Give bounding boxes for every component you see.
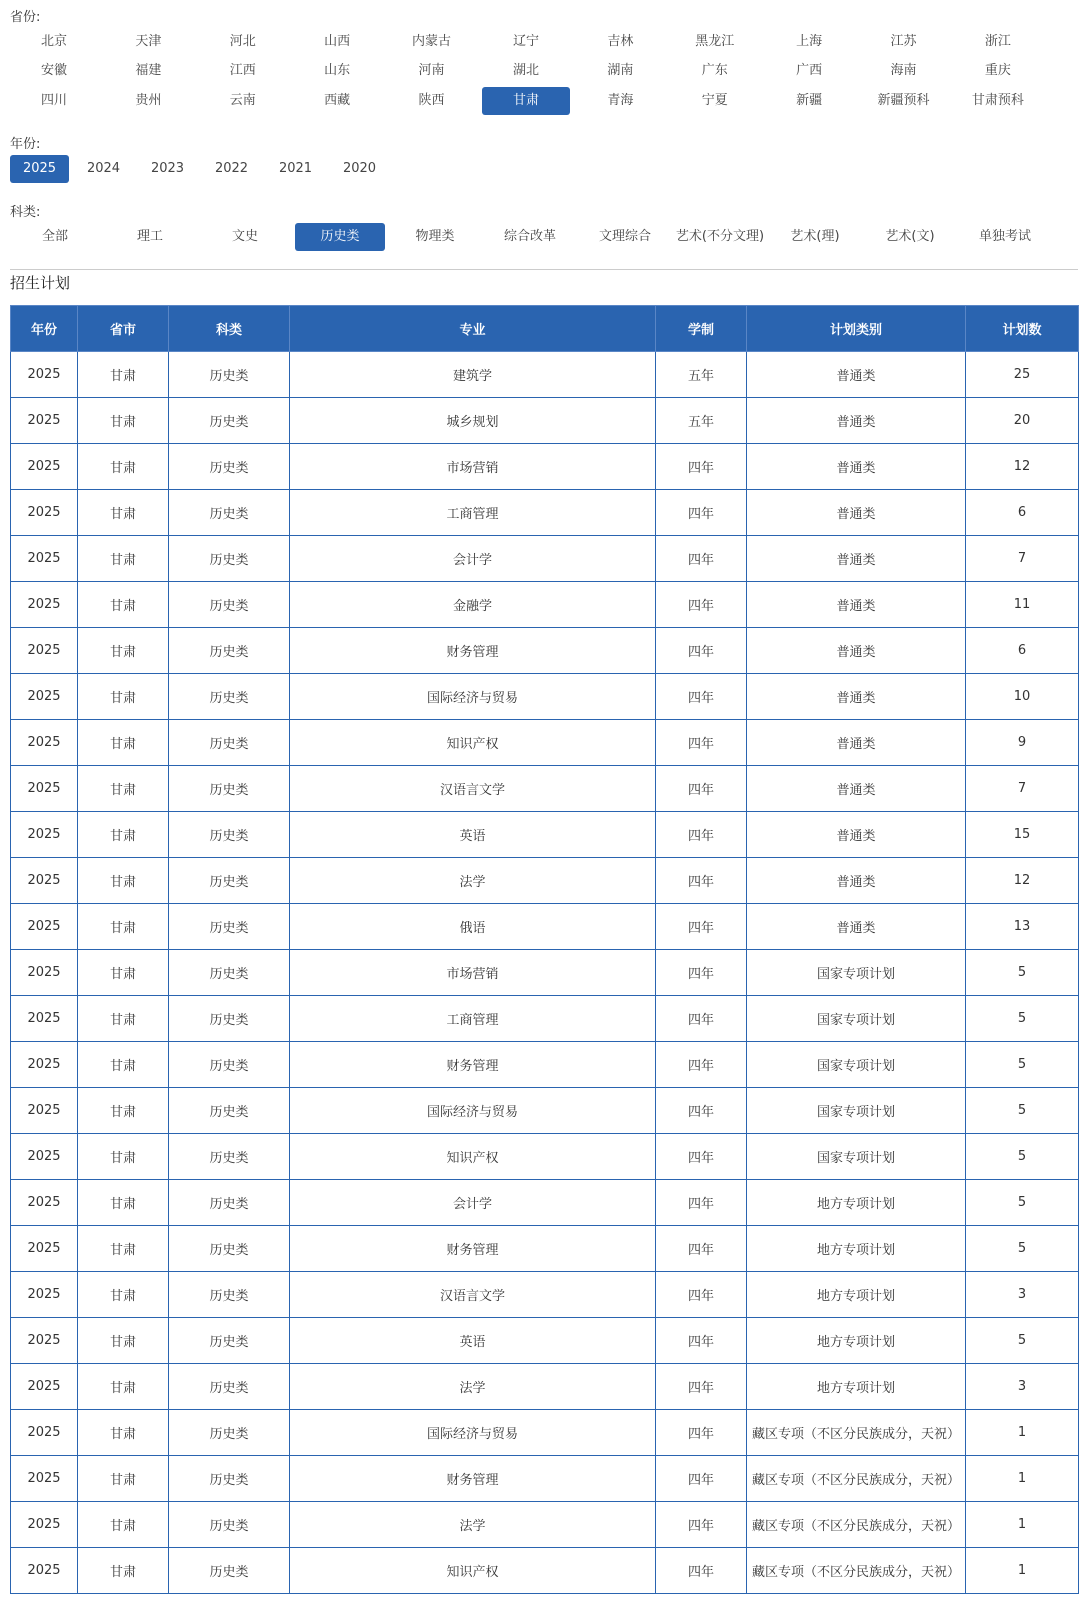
table-cell: 7 <box>966 766 1079 812</box>
table-cell: 国际经济与贸易 <box>290 674 656 720</box>
province-option[interactable]: 天津 <box>135 34 162 49</box>
table-cell: 25 <box>966 352 1079 398</box>
table-cell: 2025 <box>11 766 78 812</box>
table-cell: 财务管理 <box>290 628 656 674</box>
province-option[interactable]: 浙江 <box>984 34 1011 49</box>
table-cell: 四年 <box>656 812 747 858</box>
table-cell: 历史类 <box>169 490 290 536</box>
year-option[interactable]: 2025 <box>10 155 69 183</box>
section-divider <box>10 269 1078 270</box>
table-cell: 5 <box>966 996 1079 1042</box>
table-cell: 2025 <box>11 1226 78 1272</box>
province-option[interactable]: 江西 <box>229 63 256 78</box>
table-cell: 普通类 <box>747 674 966 720</box>
province-option[interactable]: 内蒙古 <box>412 34 452 49</box>
province-option[interactable]: 宁夏 <box>701 93 728 108</box>
table-row <box>11 398 1079 444</box>
table-cell: 历史类 <box>169 582 290 628</box>
table-cell: 历史类 <box>169 1410 290 1456</box>
table-cell: 甘肃 <box>78 628 169 674</box>
table-cell: 甘肃 <box>78 1272 169 1318</box>
table-cell: 国际经济与贸易 <box>290 1410 656 1456</box>
table-cell: 四年 <box>656 582 747 628</box>
table-cell: 历史类 <box>169 720 290 766</box>
table-cell: 四年 <box>656 1088 747 1134</box>
table-cell: 四年 <box>656 1502 747 1548</box>
table-cell: 2025 <box>11 720 78 766</box>
table-cell: 历史类 <box>169 1318 290 1364</box>
table-cell: 2025 <box>11 490 78 536</box>
table-cell: 工商管理 <box>290 490 656 536</box>
table-cell: 11 <box>966 582 1079 628</box>
province-option[interactable]: 四川 <box>40 93 67 108</box>
table-cell: 四年 <box>656 1042 747 1088</box>
table-cell: 甘肃 <box>78 536 169 582</box>
category-option[interactable]: 历史类 <box>295 223 385 251</box>
table-cell: 甘肃 <box>78 582 169 628</box>
table-cell: 甘肃 <box>78 766 169 812</box>
year-option[interactable]: 2022 <box>214 161 249 176</box>
table-cell: 国家专项计划 <box>747 1088 966 1134</box>
table-cell: 汉语言文学 <box>290 766 656 812</box>
province-option[interactable]: 新疆预科 <box>877 93 930 108</box>
table-row <box>11 1272 1079 1318</box>
table-cell: 建筑学 <box>290 352 656 398</box>
table-cell: 四年 <box>656 996 747 1042</box>
table-row <box>11 1502 1079 1548</box>
column-header: 年份 <box>11 306 78 352</box>
table-cell: 普通类 <box>747 398 966 444</box>
table-cell: 历史类 <box>169 1456 290 1502</box>
year-option[interactable]: 2021 <box>278 161 313 176</box>
table-cell: 四年 <box>656 444 747 490</box>
province-option[interactable]: 广西 <box>796 63 823 78</box>
year-filter <box>10 155 394 183</box>
table-cell: 四年 <box>656 1180 747 1226</box>
table-cell: 市场营销 <box>290 444 656 490</box>
table-cell: 俄语 <box>290 904 656 950</box>
table-cell: 历史类 <box>169 1548 290 1594</box>
table-cell: 甘肃 <box>78 352 169 398</box>
province-option[interactable]: 山东 <box>324 63 351 78</box>
category-option[interactable]: 艺术(文) <box>885 229 935 244</box>
year-option[interactable]: 2020 <box>342 161 377 176</box>
table-cell: 普通类 <box>747 536 966 582</box>
table-cell: 3 <box>966 1272 1079 1318</box>
table-cell: 3 <box>966 1364 1079 1410</box>
table-cell: 2025 <box>11 1548 78 1594</box>
table-cell: 普通类 <box>747 352 966 398</box>
table-cell: 地方专项计划 <box>747 1180 966 1226</box>
table-cell: 地方专项计划 <box>747 1318 966 1364</box>
table-cell: 四年 <box>656 536 747 582</box>
column-header: 专业 <box>290 306 656 352</box>
table-cell: 2025 <box>11 812 78 858</box>
province-option[interactable]: 辽宁 <box>512 34 539 49</box>
table-row <box>11 812 1079 858</box>
table-cell: 五年 <box>656 352 747 398</box>
province-option[interactable]: 西藏 <box>324 93 351 108</box>
table-cell: 甘肃 <box>78 490 169 536</box>
table-cell: 四年 <box>656 858 747 904</box>
table-cell: 普通类 <box>747 904 966 950</box>
table-cell: 5 <box>966 1180 1079 1226</box>
table-cell: 知识产权 <box>290 1548 656 1594</box>
column-header: 省市 <box>78 306 169 352</box>
table-cell: 5 <box>966 1134 1079 1180</box>
table-cell: 甘肃 <box>78 1502 169 1548</box>
table-row <box>11 720 1079 766</box>
table-cell: 5 <box>966 1318 1079 1364</box>
table-cell: 2025 <box>11 1180 78 1226</box>
table-row <box>11 904 1079 950</box>
table-cell: 甘肃 <box>78 904 169 950</box>
table-cell: 甘肃 <box>78 398 169 444</box>
category-option[interactable]: 单独考试 <box>978 229 1031 244</box>
table-cell: 四年 <box>656 1548 747 1594</box>
table-cell: 12 <box>966 858 1079 904</box>
category-option[interactable]: 艺术(不分文理) <box>675 229 765 244</box>
table-cell: 历史类 <box>169 628 290 674</box>
province-option[interactable]: 云南 <box>229 93 256 108</box>
table-row <box>11 536 1079 582</box>
table-cell: 甘肃 <box>78 996 169 1042</box>
province-option[interactable]: 河北 <box>229 34 256 49</box>
table-cell: 普通类 <box>747 766 966 812</box>
table-cell: 藏区专项（不区分民族成分，天祝） <box>747 1456 966 1502</box>
table-cell: 15 <box>966 812 1079 858</box>
category-option[interactable]: 艺术(理) <box>790 229 840 244</box>
category-filter <box>10 223 1055 251</box>
table-cell: 甘肃 <box>78 1088 169 1134</box>
province-option[interactable]: 北京 <box>40 34 67 49</box>
table-row <box>11 1134 1079 1180</box>
table-cell: 会计学 <box>290 1180 656 1226</box>
table-cell: 甘肃 <box>78 1042 169 1088</box>
table-cell: 历史类 <box>169 812 290 858</box>
table-cell: 1 <box>966 1410 1079 1456</box>
table-cell: 10 <box>966 674 1079 720</box>
province-option[interactable]: 黑龙江 <box>695 34 735 49</box>
table-cell: 四年 <box>656 1364 747 1410</box>
table-header-row <box>11 306 1079 352</box>
table-cell: 2025 <box>11 398 78 444</box>
table-cell: 国家专项计划 <box>747 1134 966 1180</box>
table-row <box>11 1548 1079 1594</box>
province-option[interactable]: 广东 <box>701 63 728 78</box>
table-cell: 四年 <box>656 766 747 812</box>
table-cell: 6 <box>966 490 1079 536</box>
table-row <box>11 996 1079 1042</box>
table-cell: 6 <box>966 628 1079 674</box>
year-filter-label: 年份: <box>10 137 41 152</box>
table-row <box>11 950 1079 996</box>
table-cell: 历史类 <box>169 1502 290 1548</box>
table-cell: 甘肃 <box>78 1456 169 1502</box>
table-cell: 2025 <box>11 1272 78 1318</box>
table-row <box>11 352 1079 398</box>
table-cell: 7 <box>966 536 1079 582</box>
table-cell: 普通类 <box>747 720 966 766</box>
table-cell: 四年 <box>656 1272 747 1318</box>
category-option[interactable]: 物理类 <box>415 229 455 244</box>
table-cell: 13 <box>966 904 1079 950</box>
province-option[interactable]: 甘肃 <box>482 87 570 115</box>
table-cell: 2025 <box>11 950 78 996</box>
table-row <box>11 444 1079 490</box>
table-cell: 2025 <box>11 444 78 490</box>
table-cell: 国家专项计划 <box>747 950 966 996</box>
table-cell: 2025 <box>11 858 78 904</box>
table-cell: 2025 <box>11 1364 78 1410</box>
province-option[interactable]: 贵州 <box>135 93 162 108</box>
table-cell: 法学 <box>290 1364 656 1410</box>
enrollment-plan-table <box>10 305 1079 1594</box>
table-row <box>11 1318 1079 1364</box>
table-row <box>11 1042 1079 1088</box>
province-option[interactable]: 陕西 <box>418 93 445 108</box>
table-cell: 知识产权 <box>290 720 656 766</box>
table-cell: 国家专项计划 <box>747 1042 966 1088</box>
table-cell: 2025 <box>11 1042 78 1088</box>
table-cell: 财务管理 <box>290 1226 656 1272</box>
table-cell: 甘肃 <box>78 1410 169 1456</box>
table-row <box>11 1226 1079 1272</box>
category-filter-label: 科类: <box>10 205 41 220</box>
table-cell: 市场营销 <box>290 950 656 996</box>
table-cell: 甘肃 <box>78 1318 169 1364</box>
table-cell: 2025 <box>11 1456 78 1502</box>
province-option[interactable]: 安徽 <box>40 63 67 78</box>
table-row <box>11 1364 1079 1410</box>
column-header: 计划数 <box>966 306 1079 352</box>
table-cell: 历史类 <box>169 904 290 950</box>
table-cell: 2025 <box>11 674 78 720</box>
table-cell: 四年 <box>656 1134 747 1180</box>
table-cell: 历史类 <box>169 766 290 812</box>
table-cell: 历史类 <box>169 1180 290 1226</box>
province-option-row <box>10 57 1048 85</box>
table-cell: 普通类 <box>747 582 966 628</box>
province-option[interactable]: 青海 <box>607 93 634 108</box>
province-option[interactable]: 甘肃预科 <box>971 93 1024 108</box>
table-cell: 四年 <box>656 628 747 674</box>
table-cell: 2025 <box>11 904 78 950</box>
table-cell: 甘肃 <box>78 444 169 490</box>
table-cell: 历史类 <box>169 674 290 720</box>
table-cell: 5 <box>966 1088 1079 1134</box>
table-row <box>11 858 1079 904</box>
province-option-row <box>10 87 1048 115</box>
province-option[interactable]: 福建 <box>135 63 162 78</box>
table-cell: 甘肃 <box>78 1226 169 1272</box>
table-cell: 藏区专项（不区分民族成分，天祝） <box>747 1548 966 1594</box>
table-cell: 历史类 <box>169 1226 290 1272</box>
table-cell: 藏区专项（不区分民族成分，天祝） <box>747 1410 966 1456</box>
table-cell: 5 <box>966 1226 1079 1272</box>
table-cell: 普通类 <box>747 628 966 674</box>
table-cell: 甘肃 <box>78 1180 169 1226</box>
province-option[interactable]: 山西 <box>324 34 351 49</box>
year-option[interactable]: 2024 <box>86 161 121 176</box>
table-cell: 历史类 <box>169 996 290 1042</box>
table-cell: 甘肃 <box>78 674 169 720</box>
table-row <box>11 490 1079 536</box>
table-cell: 四年 <box>656 1456 747 1502</box>
table-cell: 五年 <box>656 398 747 444</box>
table-cell: 汉语言文学 <box>290 1272 656 1318</box>
table-cell: 2025 <box>11 628 78 674</box>
table-cell: 普通类 <box>747 444 966 490</box>
table-cell: 历史类 <box>169 536 290 582</box>
table-cell: 普通类 <box>747 812 966 858</box>
column-header: 学制 <box>656 306 747 352</box>
province-option[interactable]: 湖南 <box>607 63 634 78</box>
table-row <box>11 1180 1079 1226</box>
table-cell: 甘肃 <box>78 1548 169 1594</box>
column-header: 科类 <box>169 306 290 352</box>
table-cell: 金融学 <box>290 582 656 628</box>
table-cell: 2025 <box>11 1410 78 1456</box>
table-cell: 1 <box>966 1548 1079 1594</box>
table-cell: 历史类 <box>169 1042 290 1088</box>
table-cell: 甘肃 <box>78 1134 169 1180</box>
table-cell: 9 <box>966 720 1079 766</box>
table-cell: 四年 <box>656 1318 747 1364</box>
table-cell: 地方专项计划 <box>747 1226 966 1272</box>
table-cell: 甘肃 <box>78 950 169 996</box>
category-option[interactable]: 全部 <box>41 229 68 244</box>
section-title: 招生计划 <box>10 274 71 292</box>
table-cell: 历史类 <box>169 858 290 904</box>
table-cell: 2025 <box>11 536 78 582</box>
table-cell: 2025 <box>11 1502 78 1548</box>
table-cell: 历史类 <box>169 1134 290 1180</box>
table-cell: 1 <box>966 1502 1079 1548</box>
province-option[interactable]: 江苏 <box>890 34 917 49</box>
table-body <box>11 352 1079 1594</box>
table-row <box>11 766 1079 812</box>
table-row <box>11 1410 1079 1456</box>
table-cell: 历史类 <box>169 1364 290 1410</box>
province-option[interactable]: 吉林 <box>607 34 634 49</box>
table-cell: 四年 <box>656 950 747 996</box>
table-cell: 5 <box>966 1042 1079 1088</box>
table-cell: 知识产权 <box>290 1134 656 1180</box>
category-option[interactable]: 理工 <box>136 229 163 244</box>
table-cell: 12 <box>966 444 1079 490</box>
table-cell: 甘肃 <box>78 1364 169 1410</box>
table-cell: 历史类 <box>169 1272 290 1318</box>
table-cell: 英语 <box>290 812 656 858</box>
table-cell: 1 <box>966 1456 1079 1502</box>
table-cell: 20 <box>966 398 1079 444</box>
table-cell: 法学 <box>290 858 656 904</box>
table-cell: 藏区专项（不区分民族成分，天祝） <box>747 1502 966 1548</box>
province-option-row <box>10 28 1048 56</box>
province-option[interactable]: 河南 <box>418 63 445 78</box>
table-cell: 2025 <box>11 996 78 1042</box>
table-row <box>11 582 1079 628</box>
table-row <box>11 1456 1079 1502</box>
table-cell: 四年 <box>656 490 747 536</box>
table-cell: 地方专项计划 <box>747 1272 966 1318</box>
province-option[interactable]: 湖北 <box>512 63 539 78</box>
table-row <box>11 674 1079 720</box>
category-option[interactable]: 文史 <box>231 229 258 244</box>
category-option[interactable]: 文理综合 <box>598 229 651 244</box>
table-cell: 5 <box>966 950 1079 996</box>
table-cell: 2025 <box>11 582 78 628</box>
category-option[interactable]: 综合改革 <box>503 229 556 244</box>
table-cell: 2025 <box>11 1134 78 1180</box>
table-cell: 四年 <box>656 1410 747 1456</box>
table-cell: 历史类 <box>169 1088 290 1134</box>
table-cell: 2025 <box>11 1318 78 1364</box>
table-cell: 法学 <box>290 1502 656 1548</box>
table-cell: 历史类 <box>169 444 290 490</box>
table-cell: 普通类 <box>747 490 966 536</box>
table-cell: 甘肃 <box>78 812 169 858</box>
table-cell: 会计学 <box>290 536 656 582</box>
table-cell: 2025 <box>11 1088 78 1134</box>
table-cell: 地方专项计划 <box>747 1364 966 1410</box>
year-option[interactable]: 2023 <box>150 161 185 176</box>
province-option[interactable]: 上海 <box>796 34 823 49</box>
table-cell: 普通类 <box>747 858 966 904</box>
table-cell: 财务管理 <box>290 1042 656 1088</box>
table-row <box>11 628 1079 674</box>
table-cell: 历史类 <box>169 398 290 444</box>
table-cell: 国际经济与贸易 <box>290 1088 656 1134</box>
province-option[interactable]: 新疆 <box>796 93 823 108</box>
column-header: 计划类别 <box>747 306 966 352</box>
table-cell: 财务管理 <box>290 1456 656 1502</box>
table-cell: 历史类 <box>169 352 290 398</box>
table-cell: 历史类 <box>169 950 290 996</box>
table-cell: 城乡规划 <box>290 398 656 444</box>
table-row <box>11 1088 1079 1134</box>
table-cell: 四年 <box>656 1226 747 1272</box>
province-filter-label: 省份: <box>10 10 41 25</box>
table-cell: 工商管理 <box>290 996 656 1042</box>
province-option[interactable]: 海南 <box>890 63 917 78</box>
table-cell: 甘肃 <box>78 720 169 766</box>
table-cell: 四年 <box>656 720 747 766</box>
table-cell: 国家专项计划 <box>747 996 966 1042</box>
table-cell: 四年 <box>656 674 747 720</box>
table-cell: 甘肃 <box>78 858 169 904</box>
table-cell: 英语 <box>290 1318 656 1364</box>
province-option[interactable]: 重庆 <box>984 63 1011 78</box>
table-cell: 四年 <box>656 904 747 950</box>
table-cell: 2025 <box>11 352 78 398</box>
